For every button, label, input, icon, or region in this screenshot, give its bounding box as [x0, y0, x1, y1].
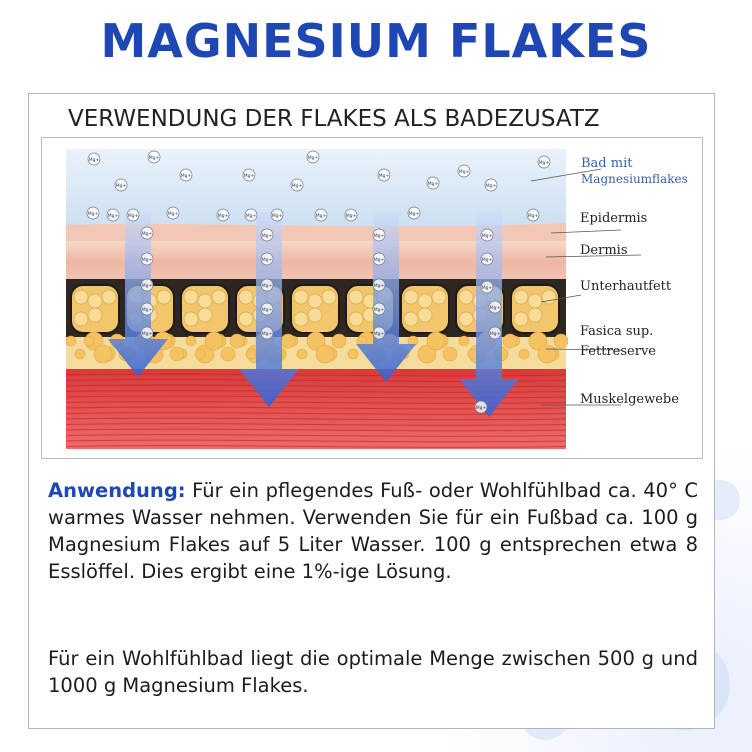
mg-ion-label: Mg+: [243, 173, 255, 179]
fat-globule: [66, 336, 76, 346]
mg-ion-label: Mg+: [141, 331, 153, 337]
fat-droplet: [157, 290, 171, 304]
mg-ion-label: Mg+: [481, 285, 493, 291]
mg-ion-label: Mg+: [107, 213, 119, 219]
mg-ion-label: Mg+: [307, 155, 319, 161]
usage-text-2: Für ein Wohlfühlbad liegt die optimale Menge zwischen 500 g und 1000 g Magnesium Flakes.: [48, 647, 698, 697]
fat-droplet: [198, 308, 212, 322]
mg-ion-label: Mg+: [373, 283, 385, 289]
mg-ion-label: Mg+: [261, 233, 273, 239]
fat-globule: [75, 349, 85, 359]
fat-droplet: [528, 308, 542, 322]
mg-ion-label: Mg+: [373, 307, 385, 313]
fat-globule: [348, 349, 358, 359]
fat-droplet: [432, 290, 446, 304]
mg-ion-label: Mg+: [180, 173, 192, 179]
fat-globule: [205, 332, 223, 350]
label-dermis: Dermis: [580, 243, 628, 258]
mg-ion-label: Mg+: [261, 331, 273, 337]
fat-globule: [459, 336, 469, 346]
mg-ion-label: Mg+: [245, 213, 257, 219]
fat-droplet: [404, 290, 418, 304]
mg-ion-label: Mg+: [261, 307, 273, 313]
fat-droplet: [322, 290, 336, 304]
fat-globule: [554, 334, 568, 348]
fat-globule: [297, 349, 307, 359]
mg-ion-label: Mg+: [141, 283, 153, 289]
usage-paragraph-2: [48, 645, 698, 699]
fat-droplet: [294, 290, 308, 304]
fat-globule: [94, 345, 112, 363]
fat-droplet: [404, 312, 418, 326]
fat-droplet: [349, 290, 363, 304]
fat-droplet: [308, 308, 322, 322]
label-fat-reserve: Fettreserve: [580, 344, 656, 359]
mg-ion-label: Mg+: [373, 257, 385, 263]
mg-ion-label: Mg+: [127, 213, 139, 219]
fat-droplet: [308, 294, 322, 308]
page-title: MAGNESIUM FLAKES: [100, 14, 652, 68]
fat-globule: [84, 336, 94, 346]
mg-ion-label: Mg+: [481, 257, 493, 263]
mg-ion-label: Mg+: [527, 213, 539, 219]
fat-globule: [281, 334, 295, 348]
mg-ion-label: Mg+: [345, 213, 357, 219]
fat-globule: [230, 334, 244, 348]
mg-ion-label: Mg+: [148, 155, 160, 161]
fat-droplet: [514, 290, 528, 304]
usage-text-1: Für ein pflegendes Fuß- oder Wohlfühlbad ca. 40° C warmes Wasser nehmen. Verwenden Sie für ein Fußbad ca. 100 g Magnesium Flakes auf 5 Liter Wasser. 100 g entsprechen etwa 8 Esslöffel. Dies ergibt eine 1%-ige Lösung.: [48, 479, 698, 583]
fat-globule: [316, 345, 334, 363]
mg-ion-label: Mg+: [373, 233, 385, 239]
fat-globule: [246, 349, 256, 359]
usage-heading: Anwendung:: [48, 479, 186, 502]
fat-globule: [170, 347, 184, 361]
fat-droplet: [418, 308, 432, 322]
mg-ion-label: Mg+: [167, 211, 179, 217]
fat-droplet: [459, 312, 473, 326]
fat-droplet: [102, 290, 116, 304]
label-bath-flakes: Magnesiumflakes: [581, 172, 688, 186]
fat-globule: [186, 336, 196, 346]
fat-droplet: [542, 290, 556, 304]
label-bath: Bad mit: [581, 156, 633, 171]
label-fascia: Fasica sup.: [580, 324, 654, 339]
fat-globule: [538, 345, 556, 363]
fat-droplet: [184, 290, 198, 304]
mg-ion-label: Mg+: [261, 283, 273, 289]
fat-droplet: [459, 290, 473, 304]
fat-droplet: [88, 308, 102, 322]
mg-ion-label: Mg+: [271, 213, 283, 219]
fat-globule: [503, 334, 517, 348]
fat-globule: [332, 334, 346, 348]
label-epidermis: Epidermis: [580, 211, 648, 226]
diagram-subtitle: VERWENDUNG DER FLAKES ALS BADEZUSATZ: [68, 106, 600, 132]
fat-droplet: [239, 312, 253, 326]
fat-droplet: [349, 312, 363, 326]
fat-globule: [519, 349, 529, 359]
mg-ion-label: Mg+: [115, 183, 127, 189]
fat-droplet: [212, 290, 226, 304]
mg-ion-label: Mg+: [458, 169, 470, 175]
mg-ion-label: Mg+: [408, 211, 420, 217]
mg-ion-label: Mg+: [489, 305, 501, 311]
mg-ion-label: Mg+: [87, 211, 99, 217]
mg-ion-label: Mg+: [88, 157, 100, 163]
fat-globule: [427, 332, 445, 350]
mg-ion-label: Mg+: [141, 307, 153, 313]
fat-droplet: [74, 290, 88, 304]
fat-droplet: [239, 290, 253, 304]
fat-droplet: [528, 294, 542, 308]
mg-ion-label: Mg+: [291, 183, 303, 189]
mg-ion-label: Mg+: [261, 257, 273, 263]
fat-droplet: [74, 312, 88, 326]
mg-ion-label: Mg+: [538, 160, 550, 166]
mg-ion-label: Mg+: [373, 331, 385, 337]
fat-droplet: [184, 312, 198, 326]
mg-ion-label: Mg+: [217, 213, 229, 219]
fat-droplet: [198, 294, 212, 308]
fat-droplet: [294, 312, 308, 326]
mg-ion-label: Mg+: [489, 331, 501, 337]
mg-ion-label: Mg+: [481, 233, 493, 239]
fat-droplet: [88, 294, 102, 308]
fat-droplet: [418, 294, 432, 308]
mg-ion-label: Mg+: [427, 181, 439, 187]
mg-ion-label: Mg+: [485, 183, 497, 189]
mg-ion-label: Mg+: [378, 173, 390, 179]
mg-ion-label: Mg+: [141, 257, 153, 263]
mg-ion-label: Mg+: [315, 213, 327, 219]
mg-ion-label: Mg+: [141, 231, 153, 237]
fat-globule: [443, 347, 457, 361]
fat-globule: [195, 349, 205, 359]
label-subcutaneous: Unterhautfett: [580, 279, 672, 294]
fat-droplet: [514, 312, 528, 326]
label-muscle: Muskelgewebe: [580, 392, 679, 407]
mg-ion-label: Mg+: [475, 405, 487, 411]
fat-globule: [221, 347, 235, 361]
usage-paragraph-1: [48, 477, 698, 585]
